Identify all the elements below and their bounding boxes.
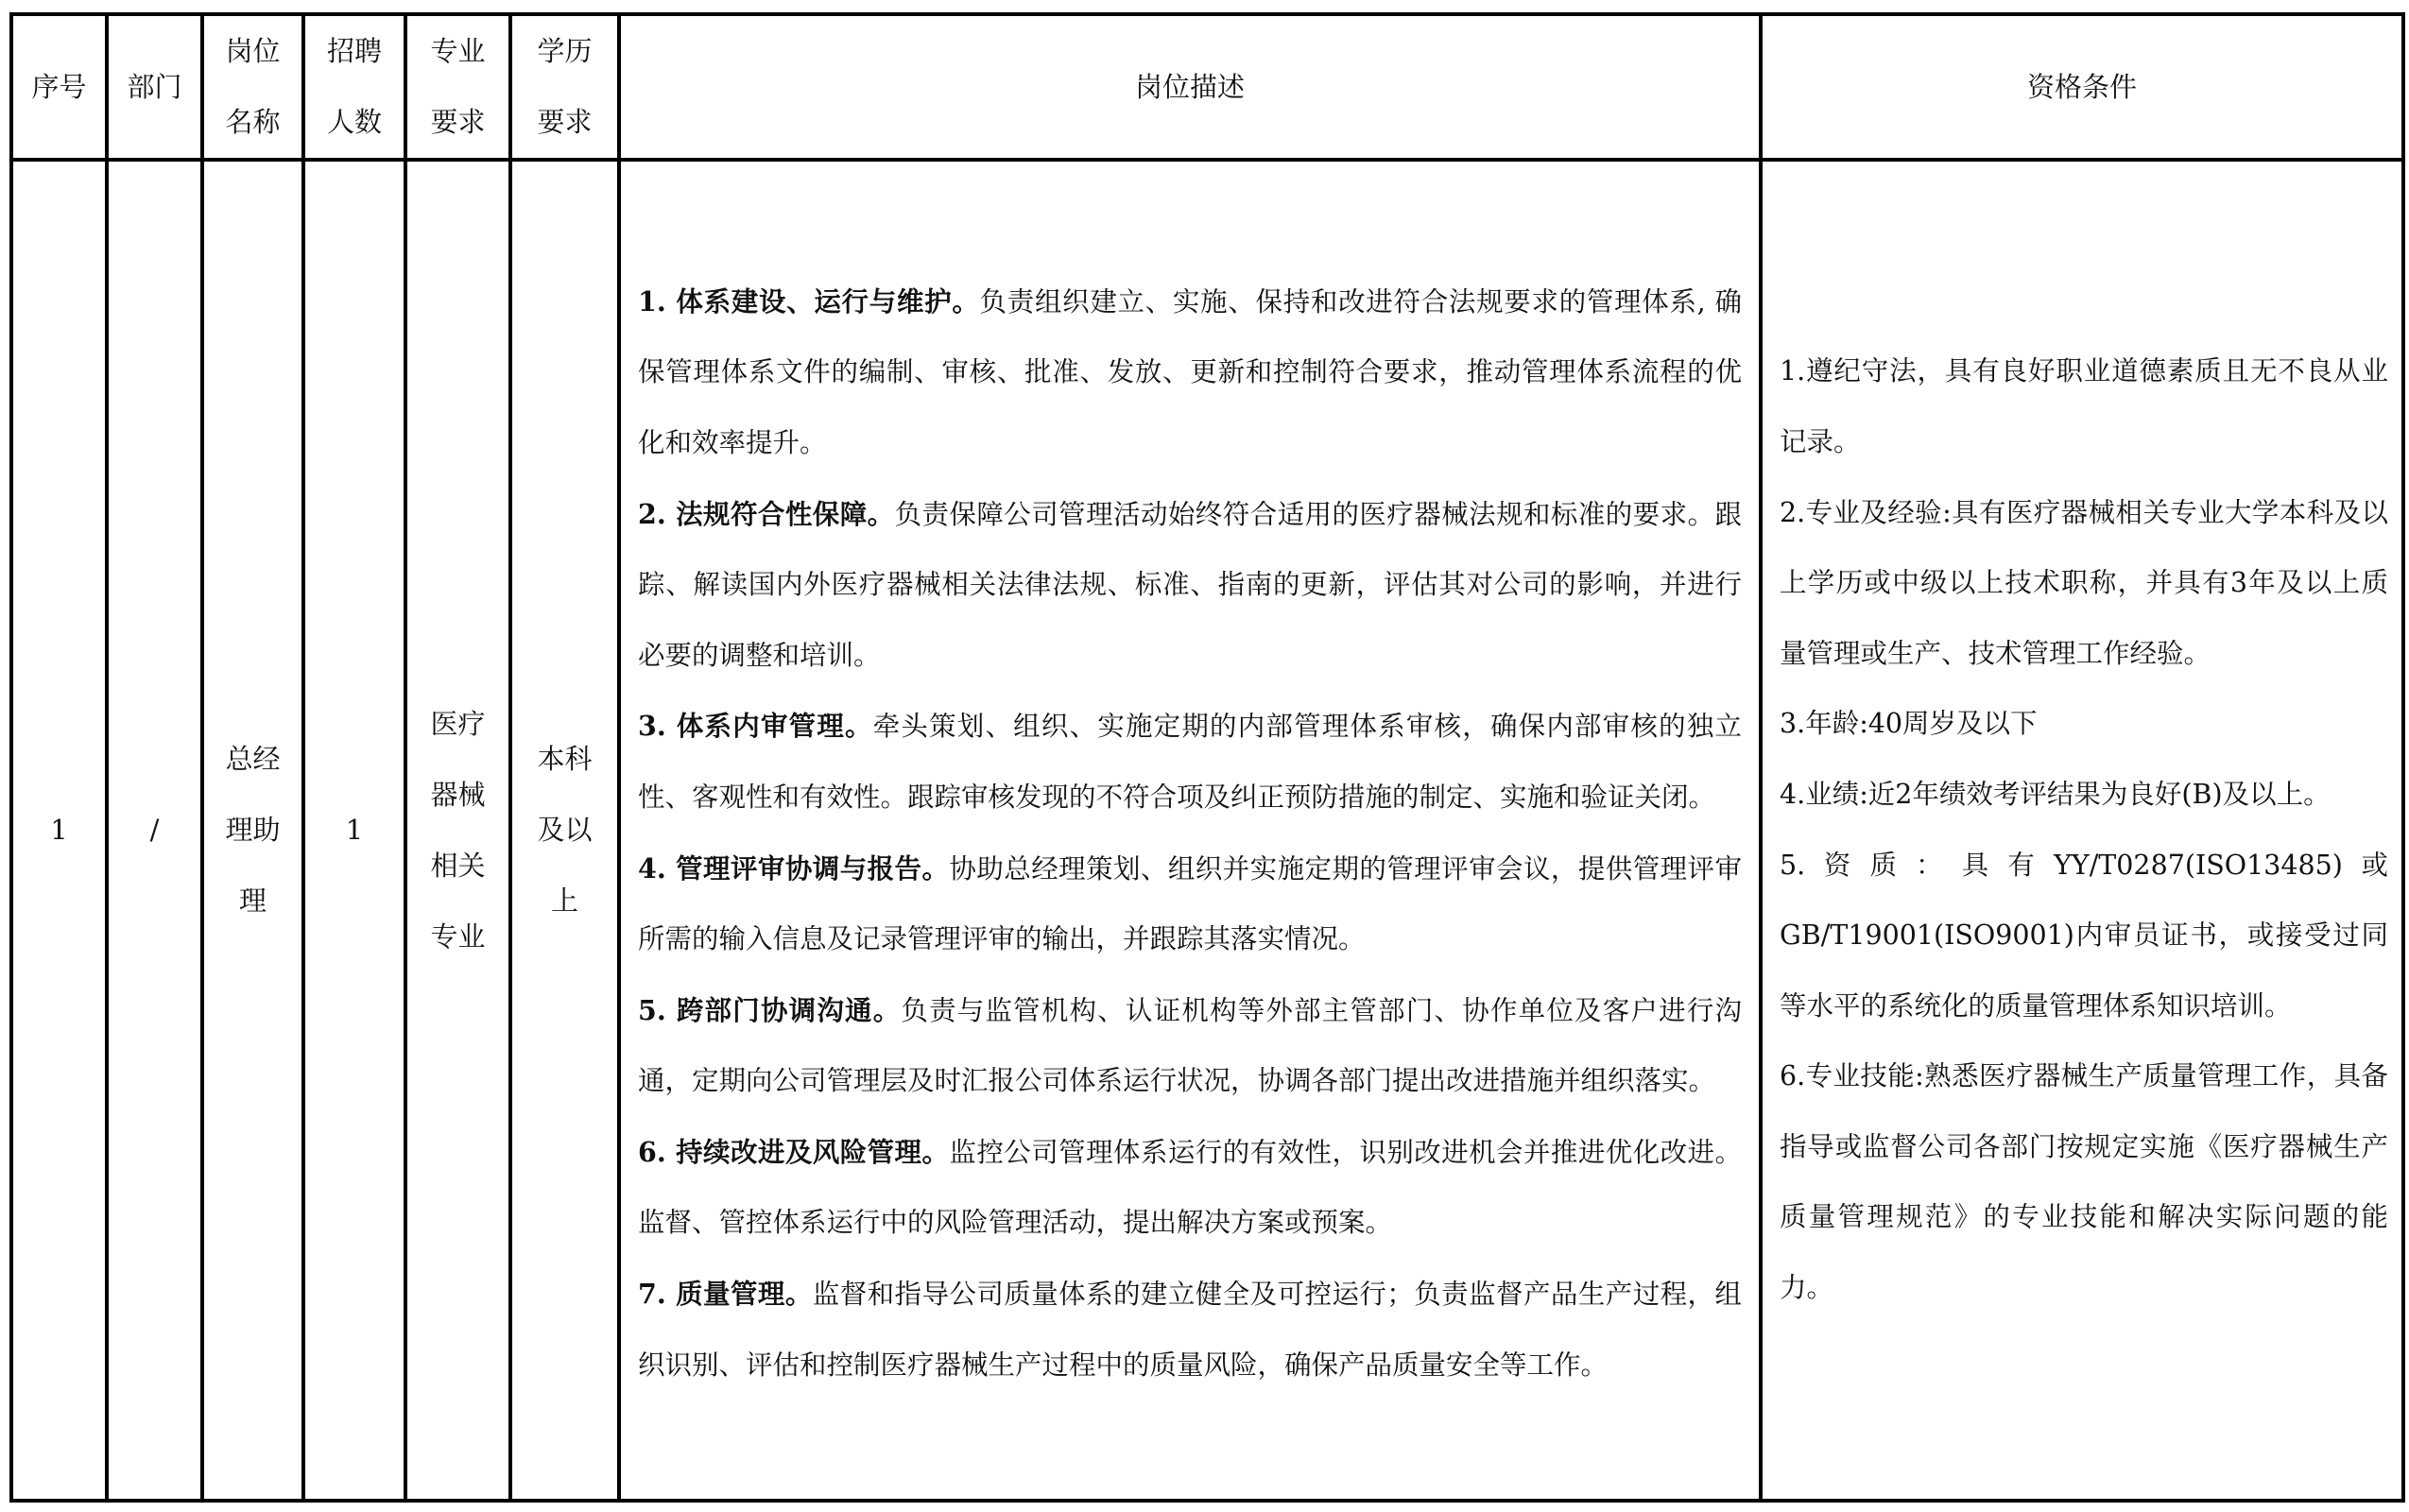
description-item-title: 4. 管理评审协调与报告。 [638, 851, 950, 885]
qualification-item: 6.专业技能:熟悉医疗器械生产质量管理工作，具备指导或监督公司各部门按规定实施《医疗器械生产质量管理规范》的专业技能和解决实际问题的能力。 [1780, 1060, 2388, 1304]
header-qualifications: 资格条件 [1761, 14, 2403, 160]
header-seq: 序号 [11, 14, 107, 160]
qualification-item: 4.业绩:近2年绩效考评结果为良好(B)及以上。 [1780, 778, 2331, 810]
description-item [638, 691, 1742, 833]
description-item-text: 负责与监管机构、认证机构等外部主管部门、协作单位及客户进行沟通，定期向公司管理层及时汇报公司体系运行状况，协调各部门提出改进措施并组织落实。 [638, 994, 1742, 1097]
cell-description [619, 160, 1761, 1501]
job-posting-table [9, 12, 2405, 1503]
description-item-text: 负责组织建立、实施、保持和改进符合法规要求的管理体系, 确保管理体系文件的编制、审核、批准、发放、更新和控制符合要求，推动管理体系流程的优化和效率提升。 [638, 285, 1742, 458]
cell-qualifications [1761, 160, 2403, 1501]
cell-headcount: 1 [303, 160, 405, 1501]
description-item [638, 266, 1742, 479]
table-row [11, 160, 2403, 1501]
description-item-title: 2. 法规符合性保障。 [638, 497, 895, 530]
qualification-item-first-line: 5. 资 质 ： 具 有 YY/T0287(ISO13485) 或 [1780, 849, 2388, 881]
cell-position: 总经 理助 理 [202, 160, 303, 1501]
description-item [638, 479, 1742, 692]
cell-seq: 1 [11, 160, 107, 1501]
description-item [638, 1259, 1742, 1400]
header-row [11, 14, 2403, 160]
header-education: 学历 要求 [510, 14, 619, 160]
qualification-item: 3.年龄:40周岁及以下 [1780, 708, 2038, 740]
cell-major: 医疗 器械 相关 专业 [405, 160, 510, 1501]
description-item-text: 监督和指导公司质量体系的建立健全及可控运行；负责监督产品生产过程，组织识别、评估和控制医疗器械生产过程中的质量风险，确保产品质量安全等工作。 [638, 1279, 1742, 1381]
qualification-item: 2.专业及经验:具有医疗器械相关专业大学本科及以上学历或中级以上技术职称，并具有3年及以上质量管理或生产、技术管理工作经验。 [1780, 496, 2388, 669]
cell-dept: / [107, 160, 202, 1501]
header-description: 岗位描述 [619, 14, 1761, 160]
description-item-text: 负责保障公司管理活动始终符合适用的医疗器械法规和标准的要求。跟踪、解读国内外医疗器械相关法律法规、标准、指南的更新，评估其对公司的影响，并进行必要的调整和培训。 [638, 498, 1742, 671]
description-item-title: 7. 质量管理。 [638, 1278, 813, 1311]
description-item-text: 协助总经理策划、组织并实施定期的管理评审会议，提供管理评审所需的输入信息及记录管理评审的输出，并跟踪其落实情况。 [638, 852, 1742, 955]
qualification-item-continued: GB/T19001(ISO9001)内审员证书，或接受过同等水平的系统化的质量管理体系知识培训。 [1780, 919, 2388, 1022]
header-major: 专业 要求 [405, 14, 510, 160]
description-item-title: 3. 体系内审管理。 [638, 710, 873, 743]
description-item-text: 监控公司管理体系运行的有效性，识别改进机会并推进优化改进。监督、管控体系运行中的风险管理活动，提出解决方案或预案。 [638, 1136, 1742, 1239]
description-item-title: 6. 持续改进及风险管理。 [638, 1135, 950, 1168]
description-item [638, 975, 1742, 1117]
header-dept: 部门 [107, 14, 202, 160]
header-position: 岗位 名称 [202, 14, 303, 160]
description-item-title: 1. 体系建设、运行与维护。 [638, 284, 980, 318]
cell-education: 本科 及以 上 [510, 160, 619, 1501]
header-headcount: 招聘 人数 [303, 14, 405, 160]
description-item [638, 833, 1742, 975]
qualification-item: 1.遵纪守法，具有良好职业道德素质且无不良从业记录。 [1780, 355, 2388, 457]
description-item-text: 牵头策划、组织、实施定期的内部管理体系审核，确保内部审核的独立性、客观性和有效性。跟踪审核发现的不符合项及纠正预防措施的制定、实施和验证关闭。 [638, 711, 1742, 813]
description-item [638, 1117, 1742, 1259]
description-item-title: 5. 跨部门协调沟通。 [638, 993, 902, 1026]
